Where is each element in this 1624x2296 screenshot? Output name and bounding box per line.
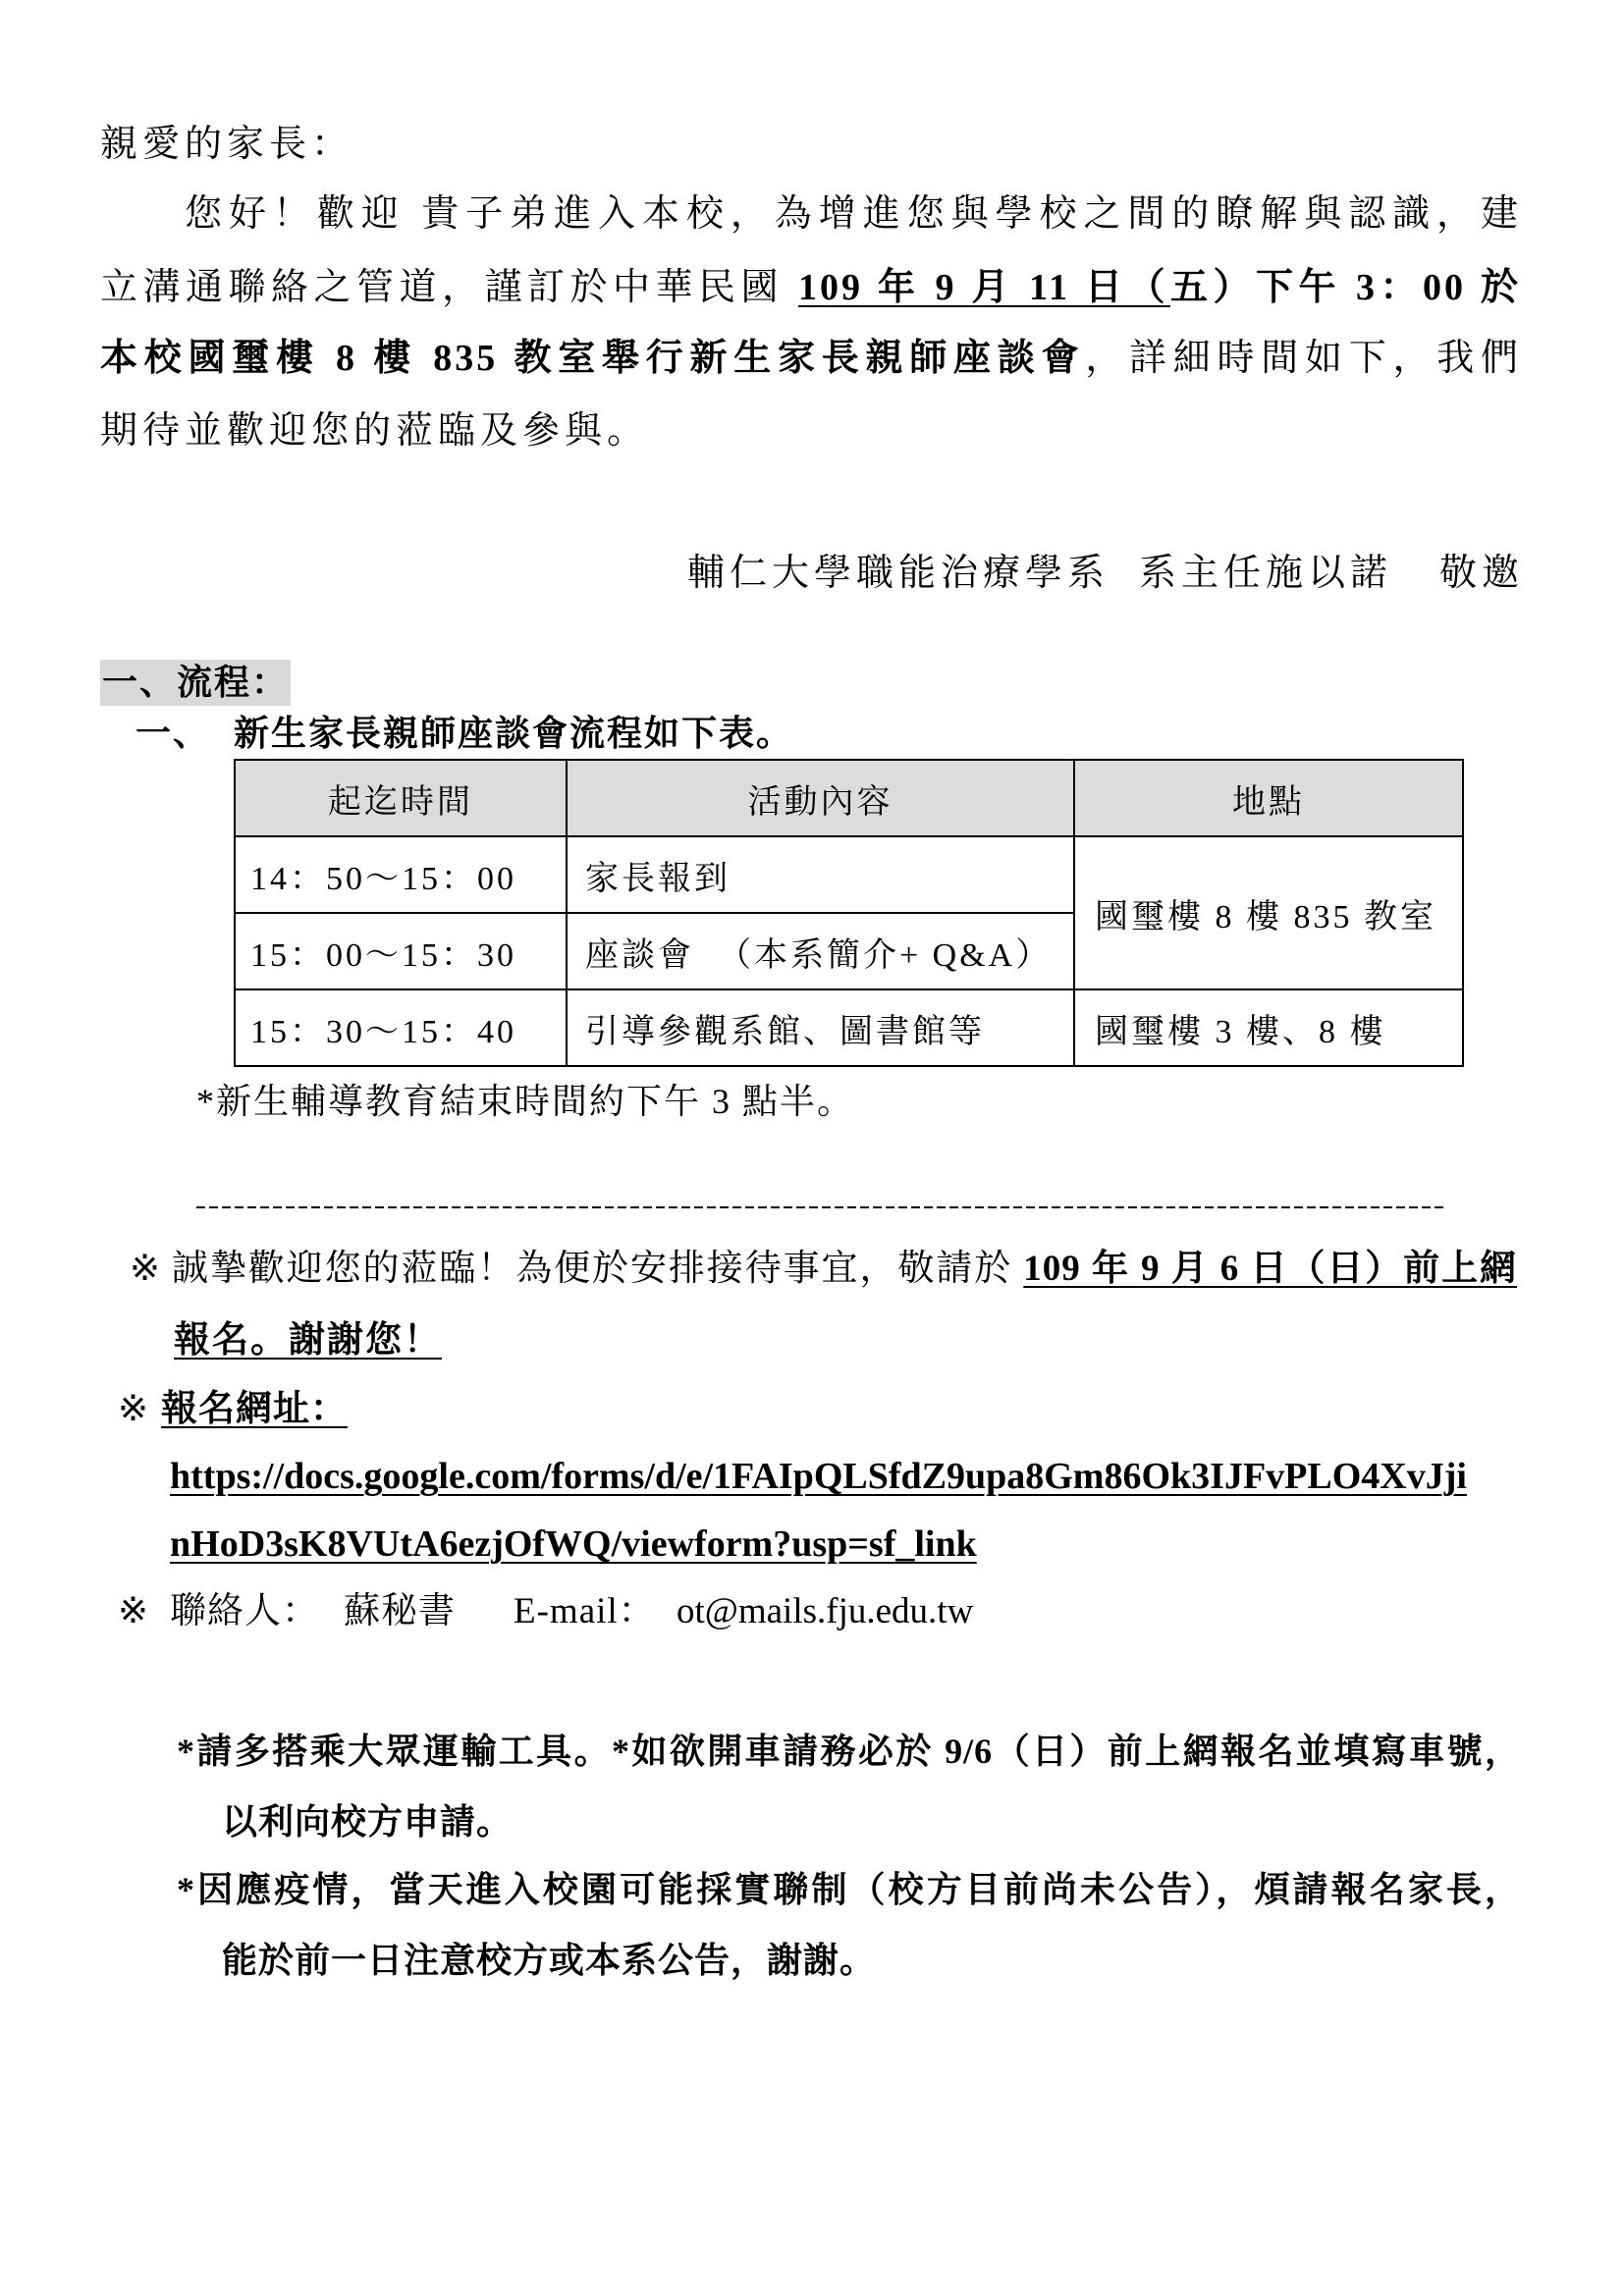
reference-mark-icon: ※ (118, 1389, 150, 1429)
contact-label: 聯絡人： (170, 1591, 319, 1631)
table-row (235, 836, 1463, 913)
greeting: 親愛的家長： (100, 124, 354, 165)
table-cell-location: 國璽樓 3 樓、8 樓 (1074, 989, 1463, 1066)
registration-url-link[interactable]: https://docs.google.com/forms/d/e/1FAIpQLSfdZ9upa8Gm86Ok3IJFvPLO4XvJji (170, 1456, 1467, 1497)
intro-line-3 (100, 329, 1521, 388)
meeting-date: 109 年 9 月 11 日（ (798, 267, 1170, 308)
table-cell-location: 國璽樓 8 樓 835 教室 (1074, 836, 1463, 989)
table-header-row (235, 760, 1463, 836)
contact-name: 蘇秘書 (344, 1591, 456, 1631)
registration-line-1 (130, 1240, 1517, 1299)
registration-deadline: 109 年 9 月 6 日（日）前上網 (1023, 1249, 1517, 1289)
intro-line-2 (100, 258, 1521, 317)
registration-line-2: 報名。謝謝您！ (174, 1320, 442, 1361)
welcome-text: 誠摯歡迎您的蒞臨！為便於安排接待事宜，敬請於 (171, 1249, 1024, 1289)
meeting-time: 五）下午 3：00 於 (1169, 267, 1521, 308)
table-cell-activity: 家長報到 (567, 836, 1074, 913)
table-header-cell: 起迄時間 (235, 760, 567, 836)
table-header-cell: 活動內容 (567, 760, 1074, 836)
intro-text: 立溝通聯絡之管道，謹訂於中華民國 (100, 267, 799, 308)
table-header-cell: 地點 (1074, 760, 1463, 836)
table-cell-time: 15：00～15：30 (235, 913, 567, 989)
registration-url-label: 報名網址： (161, 1389, 349, 1429)
table-cell-activity: 引導參觀系館、圖書館等 (567, 989, 1074, 1066)
table-cell-time: 15：30～15：40 (235, 989, 567, 1066)
contact-email: ot@mails.fju.edu.tw (677, 1591, 974, 1631)
activity-note: （本系簡介+ Q&A） (718, 936, 1053, 974)
schedule-subtitle: 新生家長親師座談會流程如下表。 (234, 714, 794, 753)
intro-line-1: 您好！歡迎 貴子弟進入本校，為增進您與學校之間的瞭解與認識，建 (185, 193, 1521, 235)
schedule-footnote: *新生輔導教育結束時間約下午 3 點半。 (196, 1082, 855, 1121)
subtitle-number: 一、 (135, 714, 211, 753)
signature (589, 544, 1524, 603)
dashed-divider (196, 1206, 1447, 1208)
email-label: E-mail： (514, 1591, 656, 1631)
transport-notice-line-1: *請多搭乘大眾運輸工具。*如欲開車請務必於 9/6（日）前上網報名並填寫車號， (177, 1732, 1521, 1771)
schedule-table (234, 759, 1464, 1067)
meeting-venue: 本校國璽樓 8 樓 835 教室舉行新生家長親師座談會 (100, 338, 1086, 379)
epidemic-notice-line-1: *因應疫情，當天進入校園可能採實聯制（校方目前尚未公告），煩請報名家長， (177, 1870, 1521, 1909)
reference-mark-icon: ※ (130, 1249, 162, 1289)
intro-line-4: 期待並歡迎您的蒞臨及參與。 (100, 410, 650, 452)
registration-url-label-line (118, 1380, 348, 1439)
signature-department: 輔仁大學職能治療學系 (686, 553, 1110, 594)
registration-url-link-continued[interactable]: nHoD3sK8VUtA6ezjOfWQ/viewform?usp=sf_link (170, 1523, 977, 1565)
section-title: 一、流程： (100, 660, 291, 706)
transport-notice-line-2: 以利向校方申請。 (222, 1802, 514, 1842)
reference-mark-icon: ※ (118, 1591, 150, 1631)
table-cell-activity (567, 913, 1074, 989)
table-row (235, 989, 1463, 1066)
signature-closing: 敬邀 (1438, 553, 1524, 594)
intro-text: ，詳細時間如下，我們 (1085, 338, 1521, 379)
epidemic-notice-line-2: 能於前一日注意校方或本系公告，謝謝。 (222, 1941, 877, 1980)
signature-chair: 系主任施以諾 (1138, 553, 1392, 594)
activity-label: 座談會 (585, 936, 694, 974)
table-cell-time: 14：50～15：00 (235, 836, 567, 913)
